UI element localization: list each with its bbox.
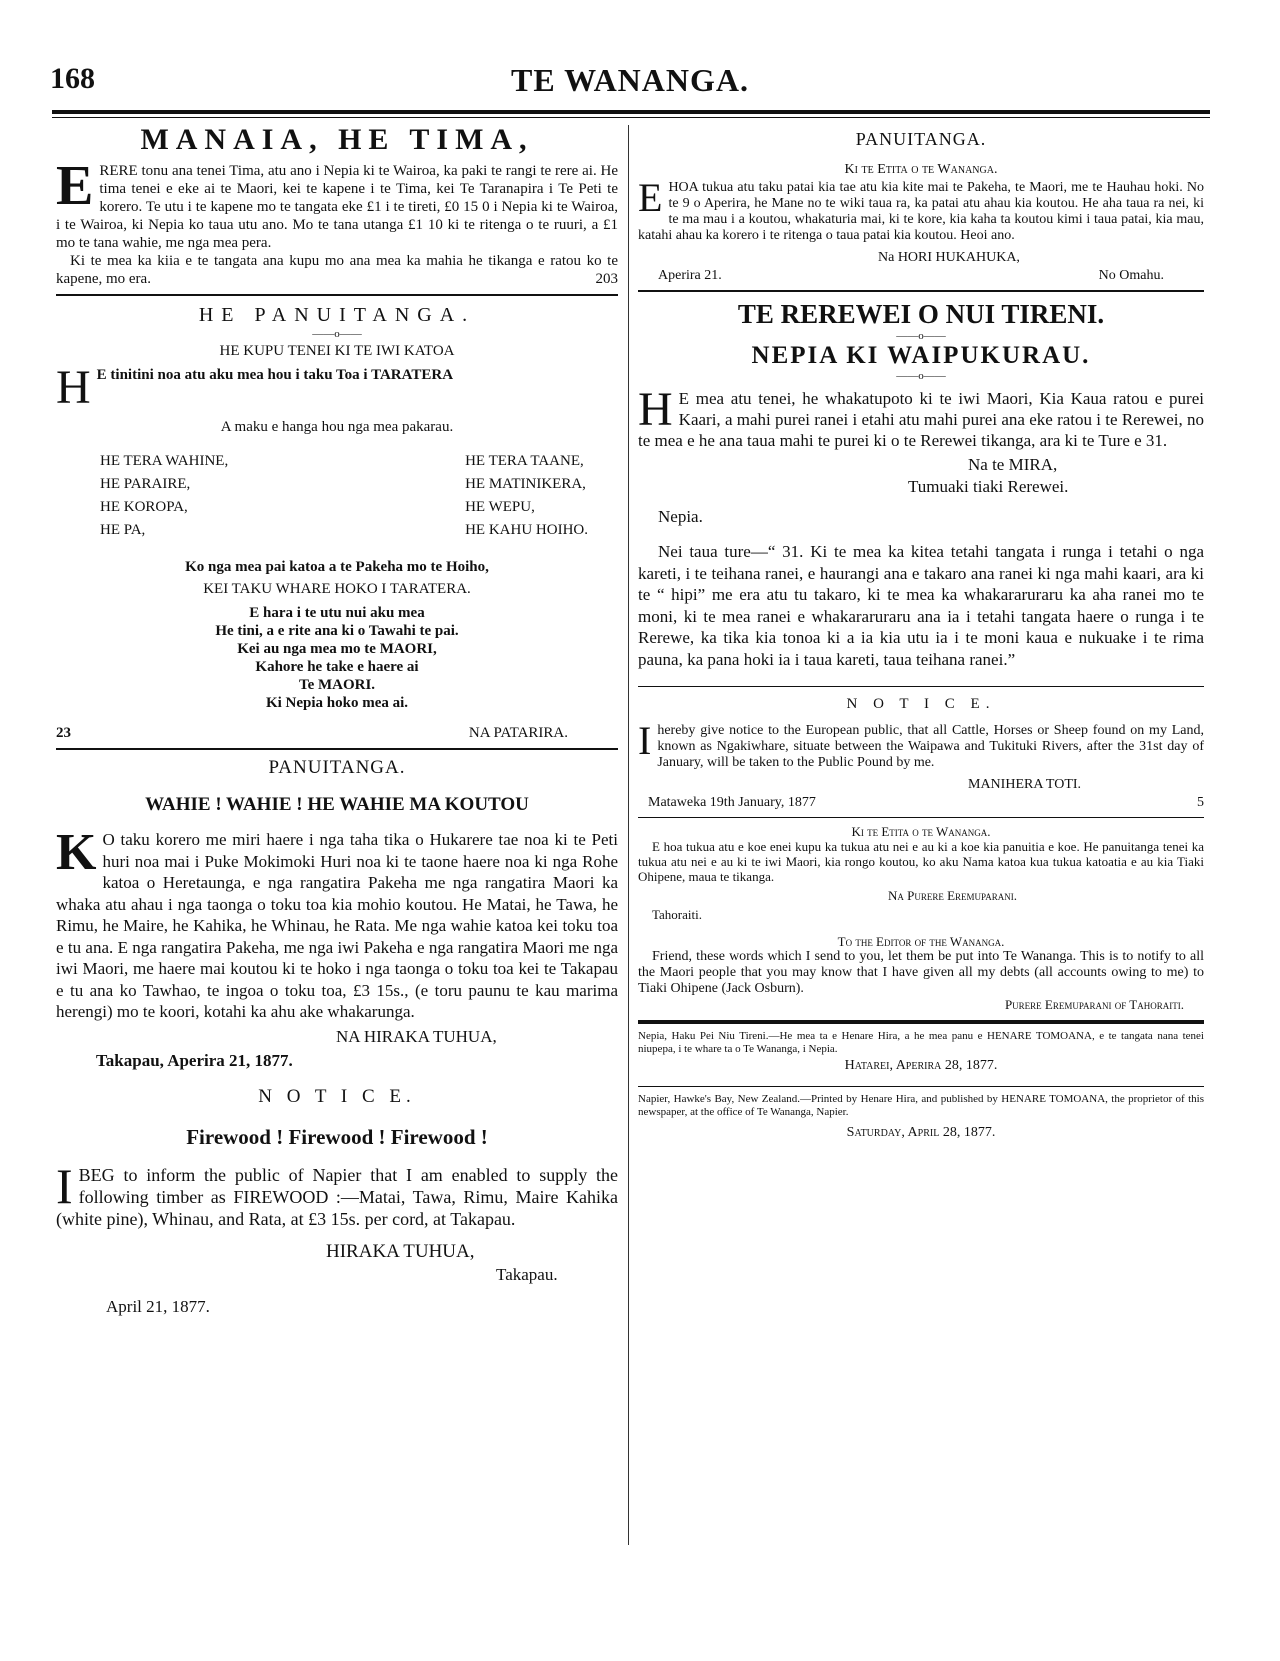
railway-signer: Na te MIRA, (968, 455, 1058, 474)
railway-subtitle: NEPIA KI WAIPUKURAU. (751, 342, 1091, 369)
letter-hori-drop-cap: E (638, 175, 663, 220)
saddlery-number: 23 (56, 725, 71, 741)
saddlery-subtitle: HE KUPU TENEI KI TE IWI KATOA (219, 343, 455, 359)
firewood-notice-subtitle: Firewood ! Firewood ! Firewood ! (186, 1124, 488, 1149)
ornament: ——o—— (896, 330, 946, 342)
debts-maori-place: Tahoraiti. (652, 907, 702, 922)
saddlery-ad (56, 302, 618, 742)
letter-hori-date: Aperira 21. (658, 268, 722, 283)
masthead: TE WANANGA. (511, 62, 749, 98)
cattle-footer (648, 795, 1204, 811)
letter-hori-body: HOA tukua atu taku patai kia tae atu kia kite mai te Pakeha, te Maori, me te Hauhau hoki. No te 9 o Aperira, he Mane no te wiki taua ra, ka patai atu ahau kia koutou. He aha taua ra nei, ki te ma mau i a koutou, whakaturia mai, ki te kore, kia kaha ta koutou kimi i taua patai, kia mau, katahi ahau ka korero i te ritenga o taua patai kia koutou. Heoi ano. (638, 180, 1204, 243)
cattle-text (638, 718, 1204, 771)
saddlery-title: HE PANUITANGA. (198, 304, 476, 326)
list-item: HE KAHU HOIHO. (465, 522, 588, 538)
imprint-maori-date: Hatarei, Aperira 28, 1877. (844, 1058, 998, 1073)
firewood-maori-title: PANUITANGA. (268, 757, 406, 778)
left-column (56, 122, 618, 1317)
ornament: ——o—— (896, 370, 946, 382)
letter-hori-footer (658, 268, 1164, 284)
verse-line: Kahore he take e haere ai (255, 659, 419, 675)
cattle-notice (638, 695, 1204, 811)
debts-maori-salute: Ki te Etita o te Wananga. (851, 824, 991, 839)
firewood-notice-place: Takapau. (496, 1264, 558, 1284)
railway-text (638, 383, 1204, 451)
letter-hori-signer: Na HORI HUKAHUKA, (878, 250, 1020, 265)
railway-body: E mea atu tenei, he whakatupoto ki te iwi Maori, Kia Kaua ratou e purei Kaari, a mahi purei ranei i etahi atu mahi purei ana eke ratou i te Rerewei, no te mea e he ana taua mahi te purei ki o te Rerewei tikanga, ara ki te Ture e 31. (638, 389, 1204, 450)
firewood-maori-text (56, 824, 618, 1023)
saddlery-items (100, 450, 588, 542)
saddlery-signer: NA PATARIRA. (468, 725, 568, 741)
letter-hori-salute: Ki te Etita o te Wananga. (844, 162, 998, 177)
imprint-english-date: Saturday, April 28, 1877. (846, 1125, 996, 1140)
divider (638, 290, 1204, 292)
timber-title: MANAIA, HE TIMA, (140, 123, 534, 156)
debts-english-body: Friend, these words which I send to you, let them be put into Te Wananga. This is to notify to all the Maori people that you may know that I have given all my debts (all accounts owing to me) to Tiaki Ohipene (Jack Osburn). (638, 949, 1204, 996)
page-number: 168 (50, 62, 95, 95)
imprint-maori (638, 1030, 1204, 1074)
firewood-maori-body: O taku korero me miri haere i nga taha tika o Hukarere tae noa ki te Peti huri noa mai i Puke Mokimoki Huri noa ki te taone haere noa ki nga Rohe katoa o Heretaunga, e nga rangatira Pakeha me nga rangatira Maori ka whaka atu ahau i nga taonga o toku toa kia mohio koutou. He Matai, he Tawa, he Rimu, he Maire, he Kahika, he Whinau, he Rata. Me nga wahie katoa kei toku toa e tu ana. E nga rangatira Pakeha, me nga iwi Pakeha e nga rangatira Maori me nga iwi Maori, me haere mai koutou ki te hoko i nga taonga o toku toa kei te Takapau e tu ana ko Tawhao, te ingoa o toku toa, £3 15s., (e toru paunu te kau marima herengi) mo te koori, kotahi ka ahu ake whakarunga. (56, 830, 618, 1021)
verse-line: Ki Nepia hoko mea ai. (265, 695, 409, 711)
railway-place: Nepia. (658, 507, 703, 526)
saddlery-line-3: Ko nga mea pai katoa a te Pakeha mo te Hoiho, (185, 559, 489, 575)
timber-body: RERE tonu ana tenei Tima, atu ano i Nepia ki te Wairoa, ka paki te rangi te rere ai. He tima tenei e eke ai te Maori, kei te kapene i te Tima, kei Te Taranapira i Te Peti te korero. Te utu i te kapene mo te tangata eke £1 i te tireti, £0 15 0 i Nepia ki te Wairoa, i te Wairoa, ki Nepia ko taua utu ano. Mo te tana utanga £1 10 ki te ritenga o te ruuri, a £1 mo te tana wahie, me nga mea pera. (56, 163, 618, 251)
cattle-number: 5 (1197, 795, 1204, 810)
railway-quote: Nei taua ture—“ 31. Ki te mea ka kitea tetahi tangata i runga i tetahi o nga kareti, i te teihana ranei, e haurangi ana e takaro ana ranei ki nga mahi kaari, ara ki te “ hipi” me era atu tu takaro, ki te mea ka whakararuraru ka aha ranei mo te moni, ki te mea ranei e whakararuraru ana ia i tetahi tangata haere o runga i te Rerewe, ka tika kia tonoa ki a ia kia utu ia i te moni kaua e nukuake i te rima pauna, ka pana hoki ia i taua kareti, taua teihana ranei.” (638, 542, 1204, 669)
divider (638, 817, 1204, 818)
saddlery-intro: E tinitini noa atu aku mea hou i taku Toa i TARATERA (96, 367, 454, 383)
timber-drop-cap: E (56, 155, 94, 217)
imprint-english-body: Napier, Hawke's Bay, New Zealand.—Printed by Henare Hira, and published by HENARE TOMOANA, the proprietor of this newspaper, at the office of Te Wananga, Napier. (638, 1093, 1204, 1118)
list-item: HE KOROPA, (100, 499, 188, 515)
railway-notice (638, 298, 1204, 670)
header-rule (52, 110, 1210, 114)
verse-line: E hara i te utu nui aku mea (249, 605, 425, 621)
letter-hori-title: PANUITANGA. (855, 129, 987, 149)
railway-role: Tumuaki tiaki Rerewei. (908, 477, 1069, 496)
saddlery-drop-cap: H (56, 361, 91, 414)
divider (56, 294, 618, 296)
divider (638, 1086, 1204, 1087)
list-item: HE TERA TAANE, (465, 453, 584, 469)
verse-line: He tini, a e rite ana ki o Tawahi te pai. (215, 623, 459, 639)
saddlery-footer (56, 724, 618, 742)
timber-text (56, 155, 618, 252)
divider (638, 1020, 1204, 1024)
timber-number: 203 (595, 271, 618, 287)
debts-english-salute: To the Editor of the Wananga. (837, 934, 1005, 949)
railway-title: TE REREWEI O NUI TIRENI. (737, 299, 1105, 329)
imprint-english (638, 1093, 1204, 1141)
timber-body-2: Ki te mea ka kiia e te tangata ana kupu mo ana mea ka mahia he tikanga e ratou ko te kapene, mo era. (56, 253, 618, 287)
divider (56, 748, 618, 750)
page-header (50, 62, 1210, 108)
items-left (100, 450, 228, 542)
list-item: HE MATINIKERA, (465, 476, 586, 492)
list-item: HE TERA WAHINE, (100, 453, 229, 469)
firewood-notice-date: April 21, 1877. (106, 1296, 210, 1316)
debts-english-signer: Purere Eremuparani of Tahoraiti. (1004, 997, 1184, 1012)
letter-hori-text (638, 175, 1204, 244)
debts-english (638, 934, 1204, 1012)
firewood-notice-body: BEG to inform the public of Napier that I am enabled to supply the following timber as FIREWOOD :—Matai, Tawa, Rimu, Maire Kahika (white pine), Whinau, and Rata, at £3 15s. per cord, at Takapau. (56, 1164, 618, 1229)
divider (638, 686, 1204, 687)
firewood-notice-drop-cap: I (56, 1157, 73, 1214)
imprint-maori-body: Nepia, Haku Pei Niu Tireni.—He mea ta e Henare Hira, a he mea panu e HENARE TOMOANA, e te tangata nana tenei niupepa, i te whare ta o Te Wananga, i Nepia. (638, 1030, 1204, 1055)
cattle-drop-cap: I (638, 718, 652, 763)
verse-line: Kei au nga mea mo te MAORI, (237, 641, 437, 657)
right-column (638, 122, 1204, 1141)
list-item: HE PA, (100, 522, 146, 538)
cattle-body: hereby give notice to the European public, that all Cattle, Horses or Sheep found on my Land, known as Ngakiwhare, situate between the Waipawa and Tukituki Rivers, after the 31st day of January, will be taken to the Public Pound by me. (657, 723, 1204, 770)
list-item: HE WEPU, (465, 499, 535, 515)
firewood-maori-drop-cap: K (56, 824, 97, 881)
firewood-maori-ad (56, 756, 618, 1071)
cattle-signer: MANIHERA TOTI. (968, 777, 1082, 792)
list-item: HE PARAIRE, (100, 476, 191, 492)
debts-maori-signer: Na Purere Eremuparani. (888, 888, 1017, 903)
timber-ad (56, 122, 618, 288)
firewood-notice (56, 1085, 618, 1317)
header-rule-thin (52, 117, 1210, 118)
verse-line: Te MAORI. (298, 677, 376, 693)
firewood-notice-signer: HIRAKA TUHUA, (326, 1240, 475, 1262)
firewood-maori-place: Takapau, Aperira 21, 1877. (96, 1050, 293, 1070)
letter-hori-place: No Omahu. (1098, 268, 1164, 283)
items-right (465, 450, 588, 542)
column-divider (628, 125, 629, 1545)
firewood-notice-text (56, 1157, 618, 1230)
saddlery-line-4: KEI TAKU WHARE HOKO I TARATERA. (203, 581, 471, 597)
debts-maori (638, 824, 1204, 922)
letter-hori (638, 128, 1204, 284)
firewood-maori-signer: NA HIRAKA TUHUA, (336, 1026, 497, 1046)
debts-maori-body: E hoa tukua atu e koe enei kupu ka tukua atu nei e au ki a koe kia panuitia e koe. He panuitanga tenei ka tukua atu nei e au ki te iwi Maori, kia rongo koutou, ko aku Nama katoa kua tukua katoatia e au kia Tiaki Ohipene, maua te tikanga. (638, 839, 1204, 884)
saddlery-intro-block (56, 361, 618, 414)
railway-drop-cap: H (638, 383, 673, 436)
saddlery-line-2: A maku e hanga hou nga mea pakarau. (220, 419, 454, 435)
firewood-maori-subtitle: WAHIE ! WAHIE ! HE WAHIE MA KOUTOU (145, 794, 529, 815)
ornament: ——o—— (312, 328, 362, 340)
firewood-notice-title: N O T I C E. (258, 1085, 416, 1107)
cattle-title: N O T I C E. (846, 696, 996, 712)
cattle-date: Mataweka 19th January, 1877 (648, 795, 816, 810)
saddlery-verse (56, 604, 618, 712)
